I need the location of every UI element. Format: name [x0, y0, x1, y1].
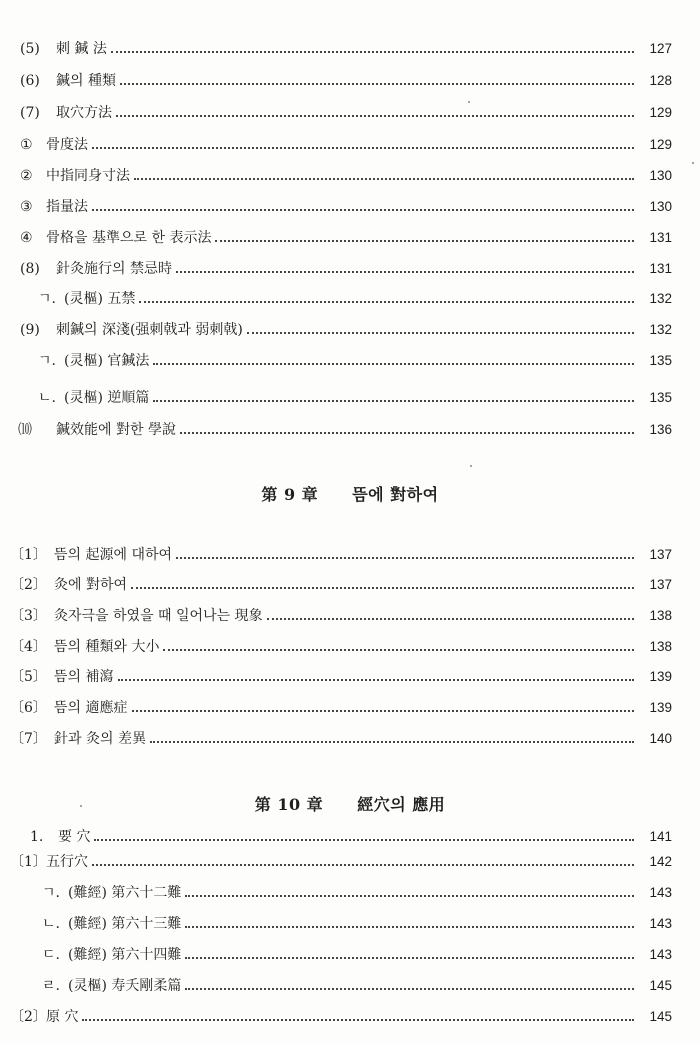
scan-speck	[470, 465, 472, 467]
toc-entry	[20, 37, 672, 61]
scan-speck	[80, 805, 82, 807]
entry-number: (5)	[20, 41, 40, 57]
entry-page: 143	[649, 947, 672, 962]
entry-page: 130	[649, 199, 672, 214]
entry-page: 135	[649, 390, 672, 405]
toc-entry	[10, 543, 672, 567]
entry-page: 130	[649, 168, 672, 183]
leader-dots	[131, 587, 634, 589]
toc-entry	[42, 912, 672, 936]
toc-entry	[10, 573, 672, 597]
entry-page: 140	[649, 731, 672, 746]
toc-entry	[20, 133, 672, 157]
entry-number: ㄹ.	[42, 978, 60, 994]
leader-dots	[134, 178, 634, 180]
toc-entry	[20, 318, 672, 342]
chapter-heading	[0, 482, 700, 505]
entry-page: 139	[649, 700, 672, 715]
toc-entry	[38, 349, 672, 373]
entry-page: 131	[649, 261, 672, 276]
toc-entry	[38, 287, 672, 311]
entry-page: 141	[649, 829, 672, 844]
entry-number: 〔4〕	[10, 639, 47, 655]
leader-dots	[118, 679, 635, 681]
entry-title: 中指同身寸法	[46, 168, 130, 184]
entry-page: 127	[649, 41, 672, 56]
toc-entry	[20, 101, 672, 125]
entry-page: 139	[649, 669, 672, 684]
leader-dots	[180, 432, 634, 434]
entry-page: 143	[649, 916, 672, 931]
entry-number: ㄱ.	[38, 353, 56, 369]
entry-title: 取穴方法	[56, 105, 112, 121]
entry-title: 骨格을 基準으로 한 表示法	[46, 230, 212, 246]
leader-dots	[247, 332, 634, 334]
toc-entry	[42, 881, 672, 905]
entry-number: 〔2〕	[10, 1009, 47, 1025]
entry-number: 1.	[30, 829, 44, 845]
entry-number: ③	[20, 199, 33, 215]
leader-dots	[163, 649, 634, 651]
entry-number: ㄷ.	[42, 947, 60, 963]
entry-page: 129	[649, 105, 672, 120]
entry-title: 鍼效能에 對한 學說	[56, 422, 176, 438]
entry-title: 針과 灸의 差異	[54, 731, 146, 747]
leader-dots	[92, 864, 634, 866]
leader-dots	[150, 741, 634, 743]
entry-title: 뜸의 補瀉	[54, 669, 114, 685]
entry-title: 指量法	[46, 199, 88, 215]
entry-title: (難經) 第六十二難	[68, 885, 182, 901]
toc-entry	[42, 974, 672, 998]
leader-dots	[132, 710, 635, 712]
scan-speck	[692, 162, 694, 164]
leader-dots	[185, 957, 634, 959]
entry-number: ⑽	[18, 422, 32, 438]
toc-entry	[38, 386, 672, 410]
entry-page: 136	[649, 422, 672, 437]
entry-title: 鍼의 種類	[56, 73, 116, 89]
toc-entry	[10, 604, 672, 628]
leader-dots	[120, 83, 634, 85]
leader-dots	[153, 400, 634, 402]
leader-dots	[176, 271, 634, 273]
entry-title: 骨度法	[46, 137, 88, 153]
entry-title: (灵樞) 逆順篇	[64, 390, 150, 406]
toc-entry	[20, 226, 672, 250]
entry-number: 〔5〕	[10, 669, 47, 685]
leader-dots	[116, 115, 634, 117]
toc-entry	[30, 825, 672, 849]
leader-dots	[185, 988, 634, 990]
toc-entry	[10, 1005, 672, 1029]
entry-title: 針灸施行의 禁忌時	[56, 261, 172, 277]
entry-number: 〔2〕	[10, 577, 47, 593]
entry-number: ㄴ.	[42, 916, 60, 932]
entry-title: (難經) 第六十三難	[68, 916, 182, 932]
entry-page: 129	[649, 137, 672, 152]
toc-entry	[20, 195, 672, 219]
entry-number: 〔3〕	[10, 608, 47, 624]
entry-page: 142	[649, 854, 672, 869]
entry-title: 뜸의 種類와 大小	[54, 639, 160, 655]
entry-number: 〔1〕	[10, 547, 47, 563]
entry-title: 五行穴	[46, 854, 88, 870]
entry-number: ㄱ.	[38, 291, 56, 307]
entry-number: (7)	[20, 105, 40, 121]
entry-page: 132	[649, 322, 672, 337]
leader-dots	[139, 301, 634, 303]
toc-entry	[20, 257, 672, 281]
toc-entry	[10, 635, 672, 659]
entry-page: 137	[649, 577, 672, 592]
entry-title: 뜸의 起源에 대하여	[54, 547, 173, 563]
entry-title: (灵樞) 五禁	[64, 291, 136, 307]
entry-title: 刺 鍼 法	[56, 41, 107, 57]
entry-number: 〔7〕	[10, 731, 47, 747]
leader-dots	[82, 1019, 634, 1021]
toc-entry	[10, 727, 672, 751]
entry-page: 138	[649, 639, 672, 654]
entry-page: 128	[649, 73, 672, 88]
leader-dots	[111, 51, 634, 53]
leader-dots	[185, 895, 634, 897]
entry-page: 145	[649, 978, 672, 993]
leader-dots	[92, 147, 634, 149]
entry-page: 132	[649, 291, 672, 306]
entry-number: 〔6〕	[10, 700, 47, 716]
leader-dots	[153, 363, 634, 365]
entry-number: 〔1〕	[10, 854, 47, 870]
entry-number: ㄱ.	[42, 885, 60, 901]
entry-number: ④	[20, 230, 33, 246]
chapter-title: 뜸에 對하여	[352, 485, 439, 504]
entry-title: 要 穴	[58, 829, 91, 845]
toc-entry	[10, 850, 672, 874]
entry-title: 뜸의 適應症	[54, 700, 128, 716]
entry-title: 刺鍼의 深淺(强刺戟과 弱刺戟)	[56, 322, 243, 338]
toc-entry	[10, 696, 672, 720]
toc-entry	[10, 665, 672, 689]
entry-number: (9)	[20, 322, 40, 338]
entry-page: 137	[649, 547, 672, 562]
entry-number: (8)	[20, 261, 40, 277]
scan-speck	[468, 101, 470, 103]
entry-title: (難經) 第六十四難	[68, 947, 182, 963]
entry-title: 灸자극을 하였을 때 일어나는 現象	[54, 608, 263, 624]
chapter-title: 經穴의 應用	[357, 795, 446, 814]
entry-number: (6)	[20, 73, 40, 89]
chapter-heading	[0, 792, 700, 815]
leader-dots	[185, 926, 634, 928]
entry-number: ①	[20, 137, 33, 153]
leader-dots	[94, 839, 634, 841]
chapter-number: 第 9 章	[261, 485, 319, 504]
leader-dots	[267, 618, 634, 620]
entry-number: ㄴ.	[38, 390, 56, 406]
entry-page: 135	[649, 353, 672, 368]
leader-dots	[176, 557, 634, 559]
entry-title: (灵樞) 寿夭剛柔篇	[68, 978, 182, 994]
toc-entry	[20, 164, 672, 188]
chapter-number: 第 10 章	[254, 795, 324, 814]
toc-entry	[18, 418, 672, 442]
toc-entry	[42, 943, 672, 967]
entry-title: 原 穴	[46, 1009, 79, 1025]
entry-page: 143	[649, 885, 672, 900]
entry-number: ②	[20, 168, 33, 184]
leader-dots	[215, 240, 634, 242]
toc-entry	[20, 69, 672, 93]
entry-title: 灸에 對하여	[54, 577, 128, 593]
entry-page: 145	[649, 1009, 672, 1024]
entry-page: 138	[649, 608, 672, 623]
entry-page: 131	[649, 230, 672, 245]
entry-title: (灵樞) 官鍼法	[64, 353, 150, 369]
leader-dots	[92, 209, 634, 211]
